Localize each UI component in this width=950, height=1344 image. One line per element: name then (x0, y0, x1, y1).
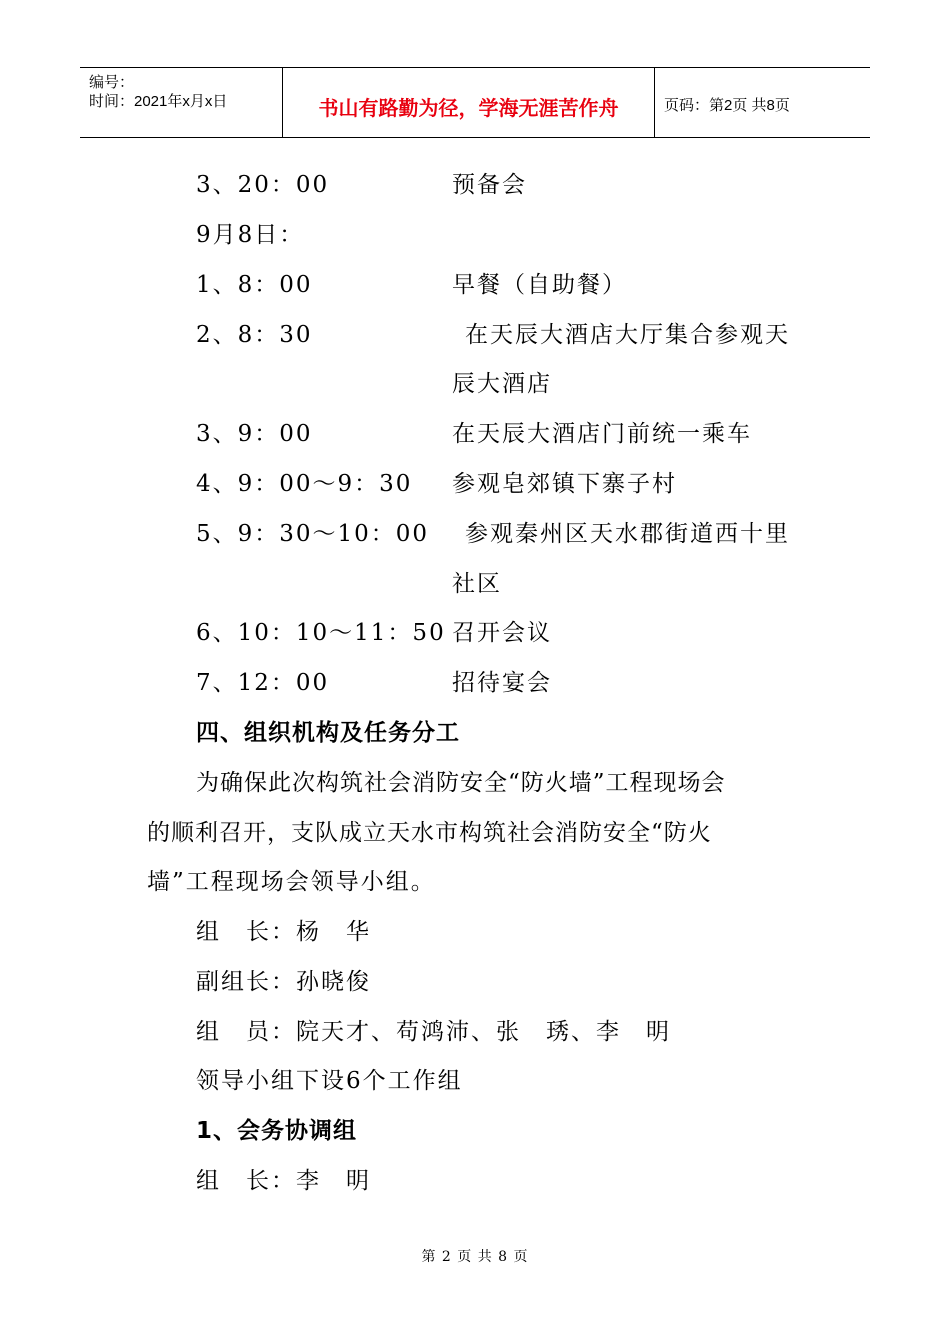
number-label: 编号： (89, 74, 135, 91)
subgroups-note: 领导小组下设6个工作组 (196, 1068, 463, 1094)
schedule-time: 6、10：10～11：50 (196, 620, 446, 646)
schedule-time: 7、12：00 (196, 670, 330, 696)
paragraph-line: 的顺利召开，支队成立天水市构筑社会消防安全“防火 (147, 820, 712, 846)
group-members: 组 员：院天才、苟鸿沛、张 琇、李 明 (196, 1019, 671, 1045)
header-meta (89, 73, 227, 111)
group-deputy: 副组长：孙晓俊 (196, 969, 371, 995)
subsection-heading: 1、会务协调组 (196, 1118, 358, 1144)
header-motto: 书山有路勤为径，学海无涯苦作舟 (318, 96, 619, 120)
schedule-time: 5、9：30～10：00 (196, 521, 430, 547)
schedule-time: 1、8：00 (196, 272, 313, 298)
page-footer: 第 2 页 共 8 页 (421, 1249, 529, 1265)
paragraph-line: 墙”工程现场会领导小组。 (147, 869, 436, 895)
schedule-event: 参观秦州区天水郡街道西十里 (465, 521, 790, 547)
schedule-event: 在天辰大酒店大厅集合参观天 (465, 322, 790, 348)
schedule-event-continued: 社区 (452, 571, 502, 597)
paragraph-line: 为确保此次构筑社会消防安全“防火墙”工程现场会 (196, 770, 726, 796)
schedule-event-continued: 辰大酒店 (452, 371, 552, 397)
header-page-info: 页码：第2页 共8页 (664, 97, 790, 114)
schedule-time: 2、8：30 (196, 322, 313, 348)
schedule-time: 3、9：00 (196, 421, 313, 447)
subgroup-leader: 组 长：李 明 (196, 1168, 371, 1194)
schedule-event: 召开会议 (452, 620, 552, 646)
header-divider (654, 68, 655, 137)
schedule-event: 预备会 (452, 172, 527, 198)
section-heading: 四、组织机构及任务分工 (196, 720, 460, 746)
time-label: 时间：2021年x月x日 (89, 93, 228, 110)
schedule-event: 在天辰大酒店门前统一乘车 (452, 421, 752, 447)
schedule-event: 招待宴会 (452, 670, 552, 696)
group-leader: 组 长：杨 华 (196, 919, 371, 945)
day-heading: 9月8日： (196, 222, 305, 248)
page-header (80, 67, 870, 138)
schedule-event: 参观皂郊镇下寨子村 (452, 471, 677, 497)
schedule-event: 早餐（自助餐） (452, 272, 627, 298)
schedule-time: 3、20：00 (196, 172, 330, 198)
schedule-time: 4、9：00～9：30 (196, 471, 413, 497)
